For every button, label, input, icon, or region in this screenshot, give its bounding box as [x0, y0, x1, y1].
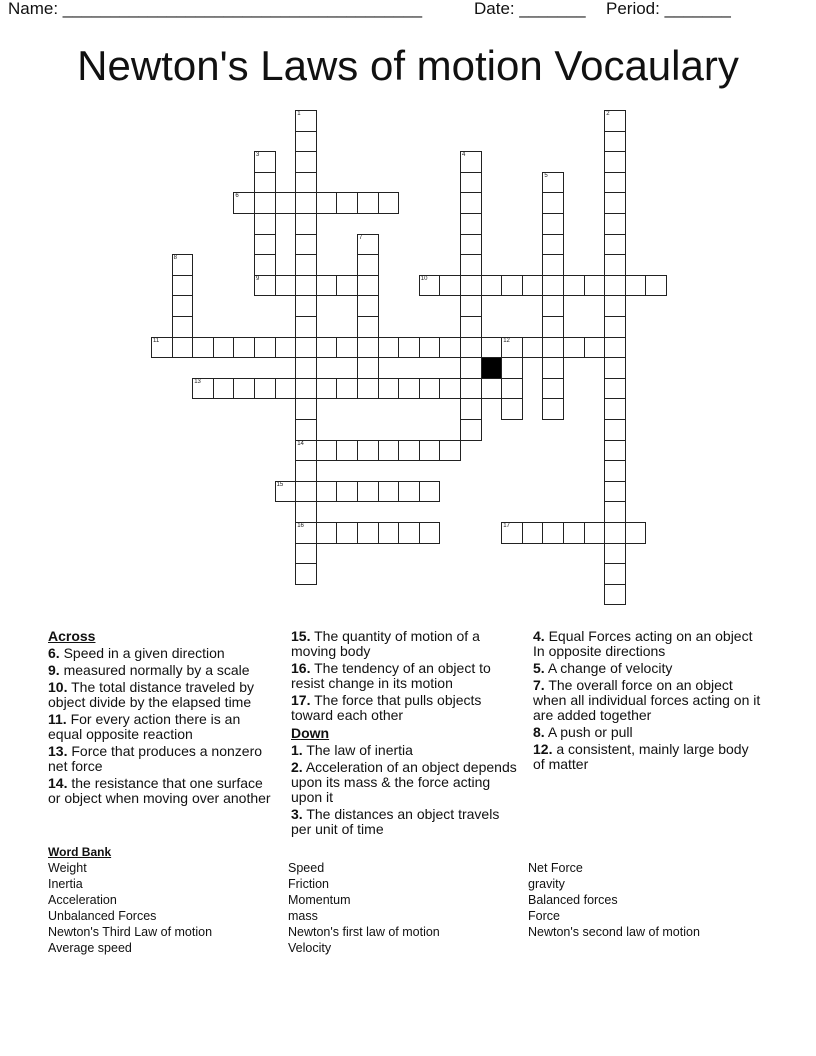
crossword-cell[interactable]	[439, 378, 461, 400]
clue-across-9: 9. measured normally by a scale	[48, 662, 250, 678]
crossword-cell[interactable]	[357, 254, 379, 276]
crossword-cell[interactable]	[378, 337, 400, 359]
crossword-cell[interactable]	[604, 543, 626, 565]
across-heading: Across	[48, 628, 96, 644]
clue-across-11: 11. For every action there is an equal opposite reaction	[48, 711, 241, 742]
crossword-cell[interactable]	[460, 295, 482, 317]
crossword-cell[interactable]	[501, 378, 523, 400]
crossword-cell[interactable]	[316, 192, 338, 214]
clue-number: 16	[297, 523, 304, 529]
crossword-cell[interactable]	[522, 337, 544, 359]
crossword-cell[interactable]	[460, 419, 482, 441]
crossword-cell[interactable]	[439, 275, 461, 297]
crossword-cell[interactable]	[501, 337, 523, 359]
crossword-cell[interactable]	[604, 440, 626, 462]
crossword-cell[interactable]	[604, 234, 626, 256]
clues-column-1	[48, 628, 274, 808]
crossword-cell[interactable]	[460, 378, 482, 400]
crossword-cell[interactable]	[295, 337, 317, 359]
word-bank-column-3	[528, 860, 700, 940]
crossword-cell[interactable]	[398, 481, 420, 503]
crossword-cell[interactable]	[357, 357, 379, 379]
word-bank-item: Newton's Third Law of motion	[48, 925, 213, 939]
crossword-cell[interactable]	[336, 440, 358, 462]
crossword-cell[interactable]	[316, 378, 338, 400]
crossword-cell[interactable]	[584, 337, 606, 359]
clue-down-12: 12. a consistent, mainly large body of matter	[533, 741, 749, 772]
crossword-cell[interactable]	[604, 295, 626, 317]
crossword-cell[interactable]	[275, 378, 297, 400]
clue-down-4: 4. Equal Forces acting on an object In opposite directions	[533, 628, 753, 659]
crossword-cell[interactable]	[563, 337, 585, 359]
crossword-cell[interactable]	[295, 172, 317, 194]
clue-number: 3	[256, 152, 260, 159]
crossword-cell[interactable]	[604, 481, 626, 503]
crossword-cell[interactable]	[584, 522, 606, 544]
crossword-cell[interactable]	[460, 398, 482, 420]
clue-across-16: 16. The tendency of an object to resist change in its motion	[291, 660, 491, 691]
clue-across-17: 17. The force that pulls objects toward each other	[291, 692, 482, 723]
crossword-cell[interactable]	[604, 419, 626, 441]
crossword-cell[interactable]	[357, 192, 379, 214]
word-bank-item: Net Force	[528, 861, 583, 875]
crossword-cell[interactable]	[419, 275, 441, 297]
crossword-cell[interactable]	[357, 378, 379, 400]
clue-number: 6	[235, 193, 239, 200]
crossword-cell[interactable]	[460, 213, 482, 235]
page-title: Newton's Laws of motion Vocaulary	[77, 42, 739, 89]
crossword-cell[interactable]	[625, 522, 647, 544]
clue-number: 9	[256, 275, 260, 282]
crossword-cell[interactable]	[357, 522, 379, 544]
crossword-cell[interactable]	[645, 275, 667, 297]
word-bank-item: Force	[528, 909, 560, 923]
word-bank-item: Balanced forces	[528, 893, 618, 907]
word-bank-title: Word Bank	[48, 845, 112, 859]
word-bank-item: Newton's second law of motion	[528, 925, 700, 939]
crossword-cell[interactable]	[481, 378, 503, 400]
crossword-cell[interactable]	[522, 522, 544, 544]
word-bank-item: Speed	[288, 861, 325, 875]
crossword-cell[interactable]	[460, 234, 482, 256]
crossword-cell[interactable]	[604, 460, 626, 482]
crossword-cell[interactable]	[357, 337, 379, 359]
crossword-cell[interactable]	[295, 316, 317, 338]
crossword-cell[interactable]	[604, 337, 626, 359]
crossword-cell[interactable]	[357, 440, 379, 462]
crossword-cell[interactable]	[419, 440, 441, 462]
crossword-cell[interactable]	[254, 192, 276, 214]
crossword-cell[interactable]	[501, 398, 523, 420]
crossword-cell[interactable]	[460, 172, 482, 194]
crossword-cell[interactable]	[316, 337, 338, 359]
crossword-cell[interactable]	[316, 440, 338, 462]
crossword-cell[interactable]	[460, 316, 482, 338]
word-bank-column-2	[288, 860, 440, 956]
word-bank-item: Velocity	[288, 941, 332, 955]
crossword-cell[interactable]	[295, 192, 317, 214]
crossword-cell[interactable]	[295, 481, 317, 503]
crossword-cell[interactable]	[213, 378, 235, 400]
crossword-cell[interactable]	[398, 337, 420, 359]
crossword-cell[interactable]	[604, 563, 626, 585]
clue-across-15: 15. The quantity of motion of a moving body	[291, 628, 480, 659]
crossword-cell[interactable]	[233, 378, 255, 400]
crossword-cell[interactable]	[604, 522, 626, 544]
crossword-cell[interactable]	[316, 275, 338, 297]
word-bank-item: mass	[288, 909, 318, 923]
crossword-cell[interactable]	[481, 337, 503, 359]
crossword-cell[interactable]	[295, 543, 317, 565]
clue-down-1: 1. The law of inertia	[291, 742, 413, 758]
crossword-cell[interactable]	[604, 254, 626, 276]
crossword-cell[interactable]	[439, 440, 461, 462]
date-field[interactable]: Date: _______	[474, 0, 586, 18]
crossword-cell[interactable]	[460, 357, 482, 379]
crossword-cell[interactable]	[295, 151, 317, 173]
crossword-cell[interactable]	[275, 275, 297, 297]
crossword-cell[interactable]	[419, 522, 441, 544]
crossword-cell[interactable]	[357, 234, 379, 256]
crossword-cell[interactable]	[460, 254, 482, 276]
crossword-cell[interactable]	[378, 522, 400, 544]
crossword-cell[interactable]	[275, 192, 297, 214]
crossword-cell[interactable]	[254, 172, 276, 194]
crossword-cell[interactable]	[357, 316, 379, 338]
clue-number: 12	[503, 337, 510, 344]
crossword-cell[interactable]	[542, 316, 564, 338]
crossword-cell[interactable]	[295, 501, 317, 523]
crossword-cell[interactable]	[336, 378, 358, 400]
crossword-cell[interactable]	[233, 337, 255, 359]
crossword-cell[interactable]	[254, 254, 276, 276]
crossword-cell[interactable]	[295, 398, 317, 420]
crossword-cell[interactable]	[501, 522, 523, 544]
crossword-cell[interactable]	[542, 172, 564, 194]
clue-down-7: 7. The overall force on an object when all individual forces acting on it are added together	[533, 677, 761, 723]
crossword-cell[interactable]	[604, 398, 626, 420]
clue-across-14: 14. the resistance that one surface or object when moving over another	[48, 775, 271, 806]
crossword-cell[interactable]	[378, 378, 400, 400]
clue-number: 14	[297, 440, 304, 447]
crossword-cell[interactable]	[378, 440, 400, 462]
word-bank-item: Newton's first law of motion	[288, 925, 440, 939]
crossword-cell[interactable]	[398, 378, 420, 400]
crossword-cell[interactable]	[172, 337, 194, 359]
crossword-cell[interactable]	[357, 481, 379, 503]
clue-down-2: 2. Acceleration of an object depends upon its mass & the force acting upon it	[291, 759, 517, 805]
crossword-cell[interactable]	[336, 481, 358, 503]
crossword-cell[interactable]	[336, 275, 358, 297]
crossword-cell[interactable]	[542, 378, 564, 400]
clue-across-13: 13. Force that produces a nonzero net force	[48, 743, 263, 774]
crossword-cell[interactable]	[254, 337, 276, 359]
header	[0, 0, 816, 21]
crossword-cell[interactable]	[357, 295, 379, 317]
crossword-cell[interactable]	[625, 275, 647, 297]
crossword-cell[interactable]	[604, 131, 626, 153]
crossword-cell[interactable]	[604, 151, 626, 173]
crossword-cell[interactable]	[254, 234, 276, 256]
crossword-cell[interactable]	[295, 110, 317, 132]
crossword-cell[interactable]	[336, 192, 358, 214]
word-bank-item: Weight	[48, 861, 87, 875]
crossword-cell[interactable]	[604, 501, 626, 523]
clue-number: 15	[276, 481, 284, 488]
crossword-cell[interactable]	[604, 584, 626, 606]
period-field[interactable]: Period: _______	[606, 0, 731, 18]
crossword-cell[interactable]	[604, 110, 626, 132]
word-bank-item: gravity	[528, 877, 565, 891]
crossword-cell[interactable]	[419, 337, 441, 359]
clues-column-3	[533, 629, 763, 774]
crossword-cell[interactable]	[481, 275, 503, 297]
crossword-cell[interactable]	[604, 213, 626, 235]
crossword-cell[interactable]	[254, 378, 276, 400]
crossword-cell[interactable]	[295, 378, 317, 400]
crossword-cell[interactable]	[316, 481, 338, 503]
crossword-cell[interactable]	[584, 275, 606, 297]
word-bank-column-1	[48, 860, 212, 956]
crossword-cell[interactable]	[419, 481, 441, 503]
crossword-cell[interactable]	[501, 357, 523, 379]
crossword-cell[interactable]	[295, 563, 317, 585]
crossword-cell[interactable]	[460, 192, 482, 214]
crossword-cell[interactable]	[563, 275, 585, 297]
black-cell	[481, 357, 503, 379]
crossword-cell[interactable]	[604, 357, 626, 379]
crossword-cell[interactable]	[151, 337, 173, 359]
clue-down-3: 3. The distances an object travels per unit of time	[291, 806, 500, 837]
clue-across-6: 6. Speed in a given direction	[48, 645, 225, 661]
crossword-cell[interactable]	[295, 460, 317, 482]
clue-number: 7	[359, 234, 363, 241]
crossword-cell[interactable]	[604, 316, 626, 338]
crossword-cell[interactable]	[295, 295, 317, 317]
crossword-cell[interactable]	[295, 357, 317, 379]
word-bank-item: Momentum	[288, 893, 351, 907]
crossword-cell[interactable]	[542, 254, 564, 276]
crossword-cell[interactable]	[295, 213, 317, 235]
crossword-cell[interactable]	[172, 254, 194, 276]
clue-number: 17	[503, 523, 510, 529]
crossword-cell[interactable]	[378, 481, 400, 503]
name-field[interactable]: Name: ______________________________________	[8, 0, 423, 18]
crossword-cell[interactable]	[398, 440, 420, 462]
crossword-cell[interactable]	[213, 337, 235, 359]
crossword-cell[interactable]	[460, 151, 482, 173]
crossword-cell[interactable]	[254, 275, 276, 297]
crossword-cell[interactable]	[604, 378, 626, 400]
crossword-cell[interactable]	[192, 378, 214, 400]
crossword-cell[interactable]	[295, 440, 317, 462]
crossword-cell[interactable]	[542, 522, 564, 544]
crossword-cell[interactable]	[254, 151, 276, 173]
crossword-cell[interactable]	[172, 275, 194, 297]
clue-number: 10	[420, 275, 428, 282]
crossword-cell[interactable]	[295, 275, 317, 297]
crossword-cell[interactable]	[419, 378, 441, 400]
crossword-cell[interactable]	[233, 192, 255, 214]
crossword-cell[interactable]	[172, 316, 194, 338]
crossword-cell[interactable]	[295, 419, 317, 441]
word-bank-item: Unbalanced Forces	[48, 909, 157, 923]
crossword-cell[interactable]	[192, 337, 214, 359]
clue-down-8: 8. A push or pull	[533, 724, 633, 740]
crossword-cell[interactable]	[316, 522, 338, 544]
crossword-cell[interactable]	[604, 192, 626, 214]
crossword-cell[interactable]	[460, 275, 482, 297]
crossword-cell[interactable]	[542, 357, 564, 379]
crossword-cell[interactable]	[604, 275, 626, 297]
clue-number: 2	[606, 111, 610, 117]
crossword-cell[interactable]	[604, 172, 626, 194]
crossword-cell[interactable]	[336, 337, 358, 359]
crossword-cell[interactable]	[460, 337, 482, 359]
crossword-cell[interactable]	[336, 522, 358, 544]
crossword-cell[interactable]	[378, 192, 400, 214]
down-heading: Down	[291, 725, 330, 741]
crossword-cell[interactable]	[295, 234, 317, 256]
word-bank-item: Friction	[288, 877, 329, 891]
clue-across-10: 10. The total distance traveled by object divide by the elapsed time	[48, 679, 254, 710]
clue-number: 11	[153, 337, 160, 344]
crossword-cell[interactable]	[172, 295, 194, 317]
word-bank-item: Inertia	[48, 877, 83, 891]
crossword-cell[interactable]	[275, 481, 297, 503]
crossword-cell[interactable]	[522, 275, 544, 297]
word-bank-item: Average speed	[48, 941, 132, 955]
crossword-cell[interactable]	[295, 254, 317, 276]
crossword-cell[interactable]	[542, 295, 564, 317]
clue-number: 1	[297, 111, 301, 117]
crossword-cell[interactable]	[542, 275, 564, 297]
crossword-cell[interactable]	[275, 337, 297, 359]
crossword-cell[interactable]	[542, 398, 564, 420]
crossword-cell[interactable]	[542, 213, 564, 235]
crossword-cell[interactable]	[563, 522, 585, 544]
clue-number: 5	[544, 172, 548, 179]
crossword-cell[interactable]	[398, 522, 420, 544]
clue-number: 13	[194, 378, 201, 385]
crossword-cell[interactable]	[357, 275, 379, 297]
word-bank-item: Acceleration	[48, 893, 117, 907]
clue-number: 4	[462, 152, 466, 159]
clues-column-2	[291, 629, 523, 839]
crossword-cell[interactable]	[542, 337, 564, 359]
crossword-cell[interactable]	[439, 337, 461, 359]
crossword-cell[interactable]	[295, 522, 317, 544]
clue-down-5: 5. A change of velocity	[533, 660, 673, 676]
crossword-cell[interactable]	[542, 192, 564, 214]
crossword-cell[interactable]	[295, 131, 317, 153]
crossword-cell[interactable]	[501, 275, 523, 297]
crossword-cell[interactable]	[542, 234, 564, 256]
crossword-cell[interactable]	[254, 213, 276, 235]
clue-number: 8	[173, 255, 177, 262]
